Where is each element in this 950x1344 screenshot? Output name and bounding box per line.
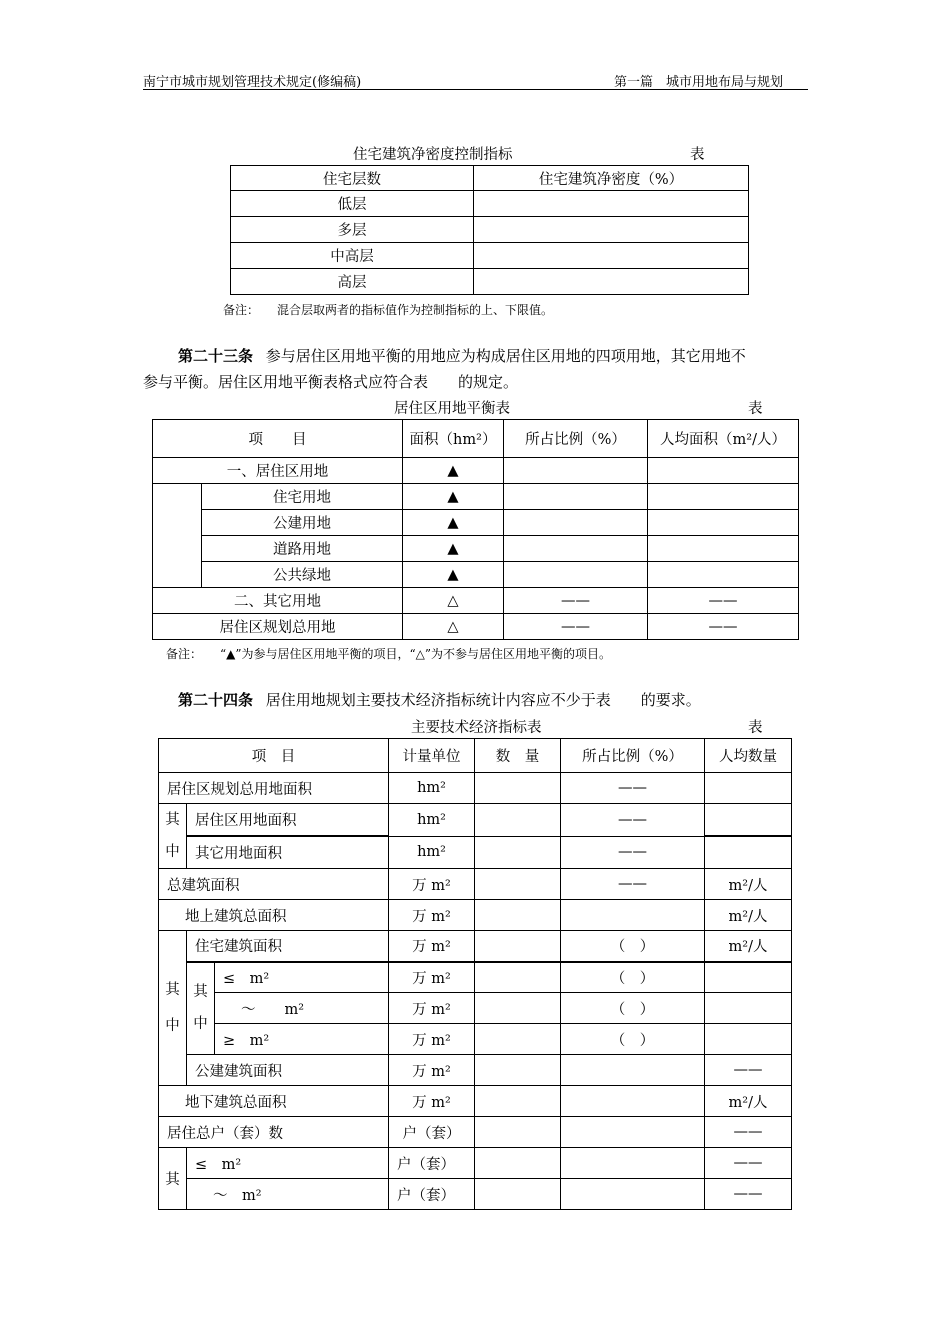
table2-cell: 道路用地	[202, 536, 403, 562]
table2-cell: ▲	[403, 536, 504, 562]
table2-cell	[648, 484, 799, 510]
table3-cell: m²/人	[705, 931, 792, 962]
table3-cell: （ ）	[561, 962, 705, 993]
table1-caption-suffix: 表	[690, 147, 705, 163]
group-qi-zhong-2	[159, 931, 187, 1086]
group-label-zhong: 中	[165, 844, 180, 860]
table3-row-label: ≥ m²	[215, 1024, 389, 1055]
table1-cell: 中高层	[231, 243, 474, 269]
table2-note: 备注： “▲”为参与居住区用地平衡的项目，“△”为不参与居住区用地平衡的项目。	[166, 647, 611, 661]
table3-row-label: 居住区用地面积	[187, 804, 389, 837]
table2-cell: ▲	[403, 458, 504, 484]
table1	[230, 165, 749, 295]
table3-row-label: 地下建筑总面积	[159, 1086, 389, 1117]
table1-cell: 高层	[231, 269, 474, 295]
table1-note: 备注： 混合层取两者的指标值作为控制指标的上、下限值。	[223, 303, 554, 317]
header-left: 南宁市城市规划管理技术规定(修编稿)	[143, 75, 362, 90]
table3-cell: m²/人	[705, 1086, 792, 1117]
table3-caption: 主要技术经济指标表	[411, 720, 542, 736]
table3-cell	[475, 1148, 561, 1179]
table3-cell: （ ）	[561, 993, 705, 1024]
table3-row-label: ～ m²	[187, 1179, 389, 1210]
table1-header: 住宅建筑净密度（%）	[474, 166, 749, 191]
table2-cell: 公共绿地	[202, 562, 403, 588]
table3-cell	[475, 836, 561, 869]
table2-cell: 住宅用地	[202, 484, 403, 510]
table3-cell: ——	[705, 1117, 792, 1148]
table1-cell	[474, 217, 749, 243]
table3-cell	[561, 900, 705, 931]
article23-title: 第二十三条	[178, 347, 254, 365]
table3-cell	[705, 804, 792, 837]
table2-cell: ▲	[403, 562, 504, 588]
table2-header: 所占比例（%）	[504, 420, 648, 458]
table3-cell	[561, 1086, 705, 1117]
table3-cell: ——	[705, 1179, 792, 1210]
table3-row-label: ≤ m²	[187, 1148, 389, 1179]
table3-header: 所占比例（%）	[561, 739, 705, 773]
table2-cell: 居住区规划总用地	[153, 614, 403, 640]
table2-cell	[504, 562, 648, 588]
table2-cell	[504, 458, 648, 484]
table3-cell	[475, 773, 561, 804]
table3-cell: 万 m²	[389, 931, 475, 962]
group-label-qi: 其	[165, 982, 180, 998]
table3-cell	[475, 1024, 561, 1055]
group-qi-zhong-3	[187, 962, 215, 1055]
group-label-qi: 其	[165, 1172, 180, 1188]
table3-cell: 万 m²	[389, 993, 475, 1024]
table2-cell	[648, 562, 799, 588]
table3-cell	[705, 962, 792, 993]
group-qi-4	[159, 1148, 187, 1210]
table3-cell: 万 m²	[389, 869, 475, 900]
table3-cell	[475, 1179, 561, 1210]
table3-cell	[561, 1117, 705, 1148]
table3-row-label: 居住区规划总用地面积	[159, 773, 389, 804]
table3-cell	[705, 773, 792, 804]
table2-cell	[648, 458, 799, 484]
table2-blank	[153, 484, 202, 588]
table3-cell: ——	[561, 869, 705, 900]
table3-header: 人均数量	[705, 739, 792, 773]
table1-caption: 住宅建筑净密度控制指标	[353, 147, 513, 163]
table2-cell: ——	[504, 588, 648, 614]
group-label-qi: 其	[193, 984, 208, 1001]
table3-row-label: 住宅建筑面积	[187, 931, 389, 962]
table3-cell	[475, 1086, 561, 1117]
table3-cell: 户（套）	[389, 1117, 475, 1148]
table3-cell	[561, 1179, 705, 1210]
table2-cell: △	[403, 588, 504, 614]
table3-cell	[475, 869, 561, 900]
header-right: 第一篇 城市用地布局与规划	[614, 75, 784, 90]
table3-cell: 万 m²	[389, 1024, 475, 1055]
table3-cell: （ ）	[561, 1024, 705, 1055]
article24-title: 第二十四条	[178, 691, 254, 709]
group-label-qi: 其	[165, 812, 180, 828]
table3-cell	[475, 931, 561, 962]
table3-row-label: ≤ m²	[215, 962, 389, 993]
table2-cell: △	[403, 614, 504, 640]
table2-cell	[648, 510, 799, 536]
table3-header: 计量单位	[389, 739, 475, 773]
table1-cell	[474, 243, 749, 269]
table3-row-label: 其它用地面积	[187, 836, 389, 869]
table3-header: 项 目	[159, 739, 389, 773]
table3-cell	[475, 993, 561, 1024]
table3-cell: hm²	[389, 836, 475, 869]
group-label-zhong: 中	[193, 1016, 208, 1033]
table2-header: 项 目	[153, 420, 403, 458]
table3-cell: ——	[705, 1055, 792, 1086]
table3-cell	[705, 836, 792, 869]
table2-caption: 居住区用地平衡表	[394, 401, 510, 417]
table3-cell	[475, 1055, 561, 1086]
table3-cell: ——	[561, 804, 705, 837]
group-qi-zhong-1	[159, 804, 187, 869]
table3-row-label: 地上建筑总面积	[159, 900, 389, 931]
table3-cell: 万 m²	[389, 900, 475, 931]
table1-cell: 多层	[231, 217, 474, 243]
table3-caption-suffix: 表	[748, 720, 763, 736]
table2-cell	[648, 536, 799, 562]
article24-text: 居住用地规划主要技术经济指标统计内容应不少于表 的要求。	[265, 691, 701, 709]
table2	[152, 419, 799, 640]
table2-header: 人均面积（m²/人）	[648, 420, 799, 458]
table3-cell: ——	[561, 773, 705, 804]
table2-cell: ——	[648, 614, 799, 640]
table3-cell: （ ）	[561, 931, 705, 962]
table3-cell	[705, 993, 792, 1024]
table3-cell	[475, 1117, 561, 1148]
group-label-zhong: 中	[165, 1018, 180, 1034]
table2-cell: ▲	[403, 510, 504, 536]
table1-cell	[474, 269, 749, 295]
table1-header: 住宅层数	[231, 166, 474, 191]
table2-cell: ——	[648, 588, 799, 614]
table3-cell: hm²	[389, 773, 475, 804]
table2-cell: 公建用地	[202, 510, 403, 536]
table2-caption-suffix: 表	[748, 401, 763, 417]
table3-cell	[475, 804, 561, 837]
table3-cell: m²/人	[705, 869, 792, 900]
table3-cell	[561, 1055, 705, 1086]
header-rule	[143, 89, 808, 90]
table3-cell: 万 m²	[389, 962, 475, 993]
table3-cell: ——	[705, 1148, 792, 1179]
table3-cell: ——	[561, 836, 705, 869]
article23-text: 参与居住区用地平衡的用地应为构成居住区用地的四项用地，其它用地不	[265, 347, 746, 365]
table3-cell: 户（套）	[389, 1179, 475, 1210]
table1-cell	[474, 191, 749, 217]
table3-cell	[475, 900, 561, 931]
table3-cell	[475, 962, 561, 993]
table3-row-label: 居住总户（套）数	[159, 1117, 389, 1148]
table3-cell: 万 m²	[389, 1055, 475, 1086]
table2-cell: ——	[504, 614, 648, 640]
table2-cell	[504, 536, 648, 562]
table2-cell	[504, 484, 648, 510]
table3-cell	[705, 1024, 792, 1055]
table2-header: 面积（hm²）	[403, 420, 504, 458]
table3-header: 数 量	[475, 739, 561, 773]
table3-cell	[561, 1148, 705, 1179]
table3-cell: 户（套）	[389, 1148, 475, 1179]
table1-cell: 低层	[231, 191, 474, 217]
table2-cell: ▲	[403, 484, 504, 510]
table3-cell: hm²	[389, 804, 475, 837]
table3-row-label: 总建筑面积	[159, 869, 389, 900]
article23-text-2: 参与平衡。居住区用地平衡表格式应符合表 的规定。	[143, 373, 519, 391]
table3-cell: 万 m²	[389, 1086, 475, 1117]
table3-cell: m²/人	[705, 900, 792, 931]
table2-cell: 二、其它用地	[153, 588, 403, 614]
table3-row-label: 公建建筑面积	[187, 1055, 389, 1086]
table2-cell: 一、居住区用地	[153, 458, 403, 484]
table3-row-label: ～ m²	[215, 993, 389, 1024]
table3	[158, 738, 792, 1210]
table2-cell	[504, 510, 648, 536]
